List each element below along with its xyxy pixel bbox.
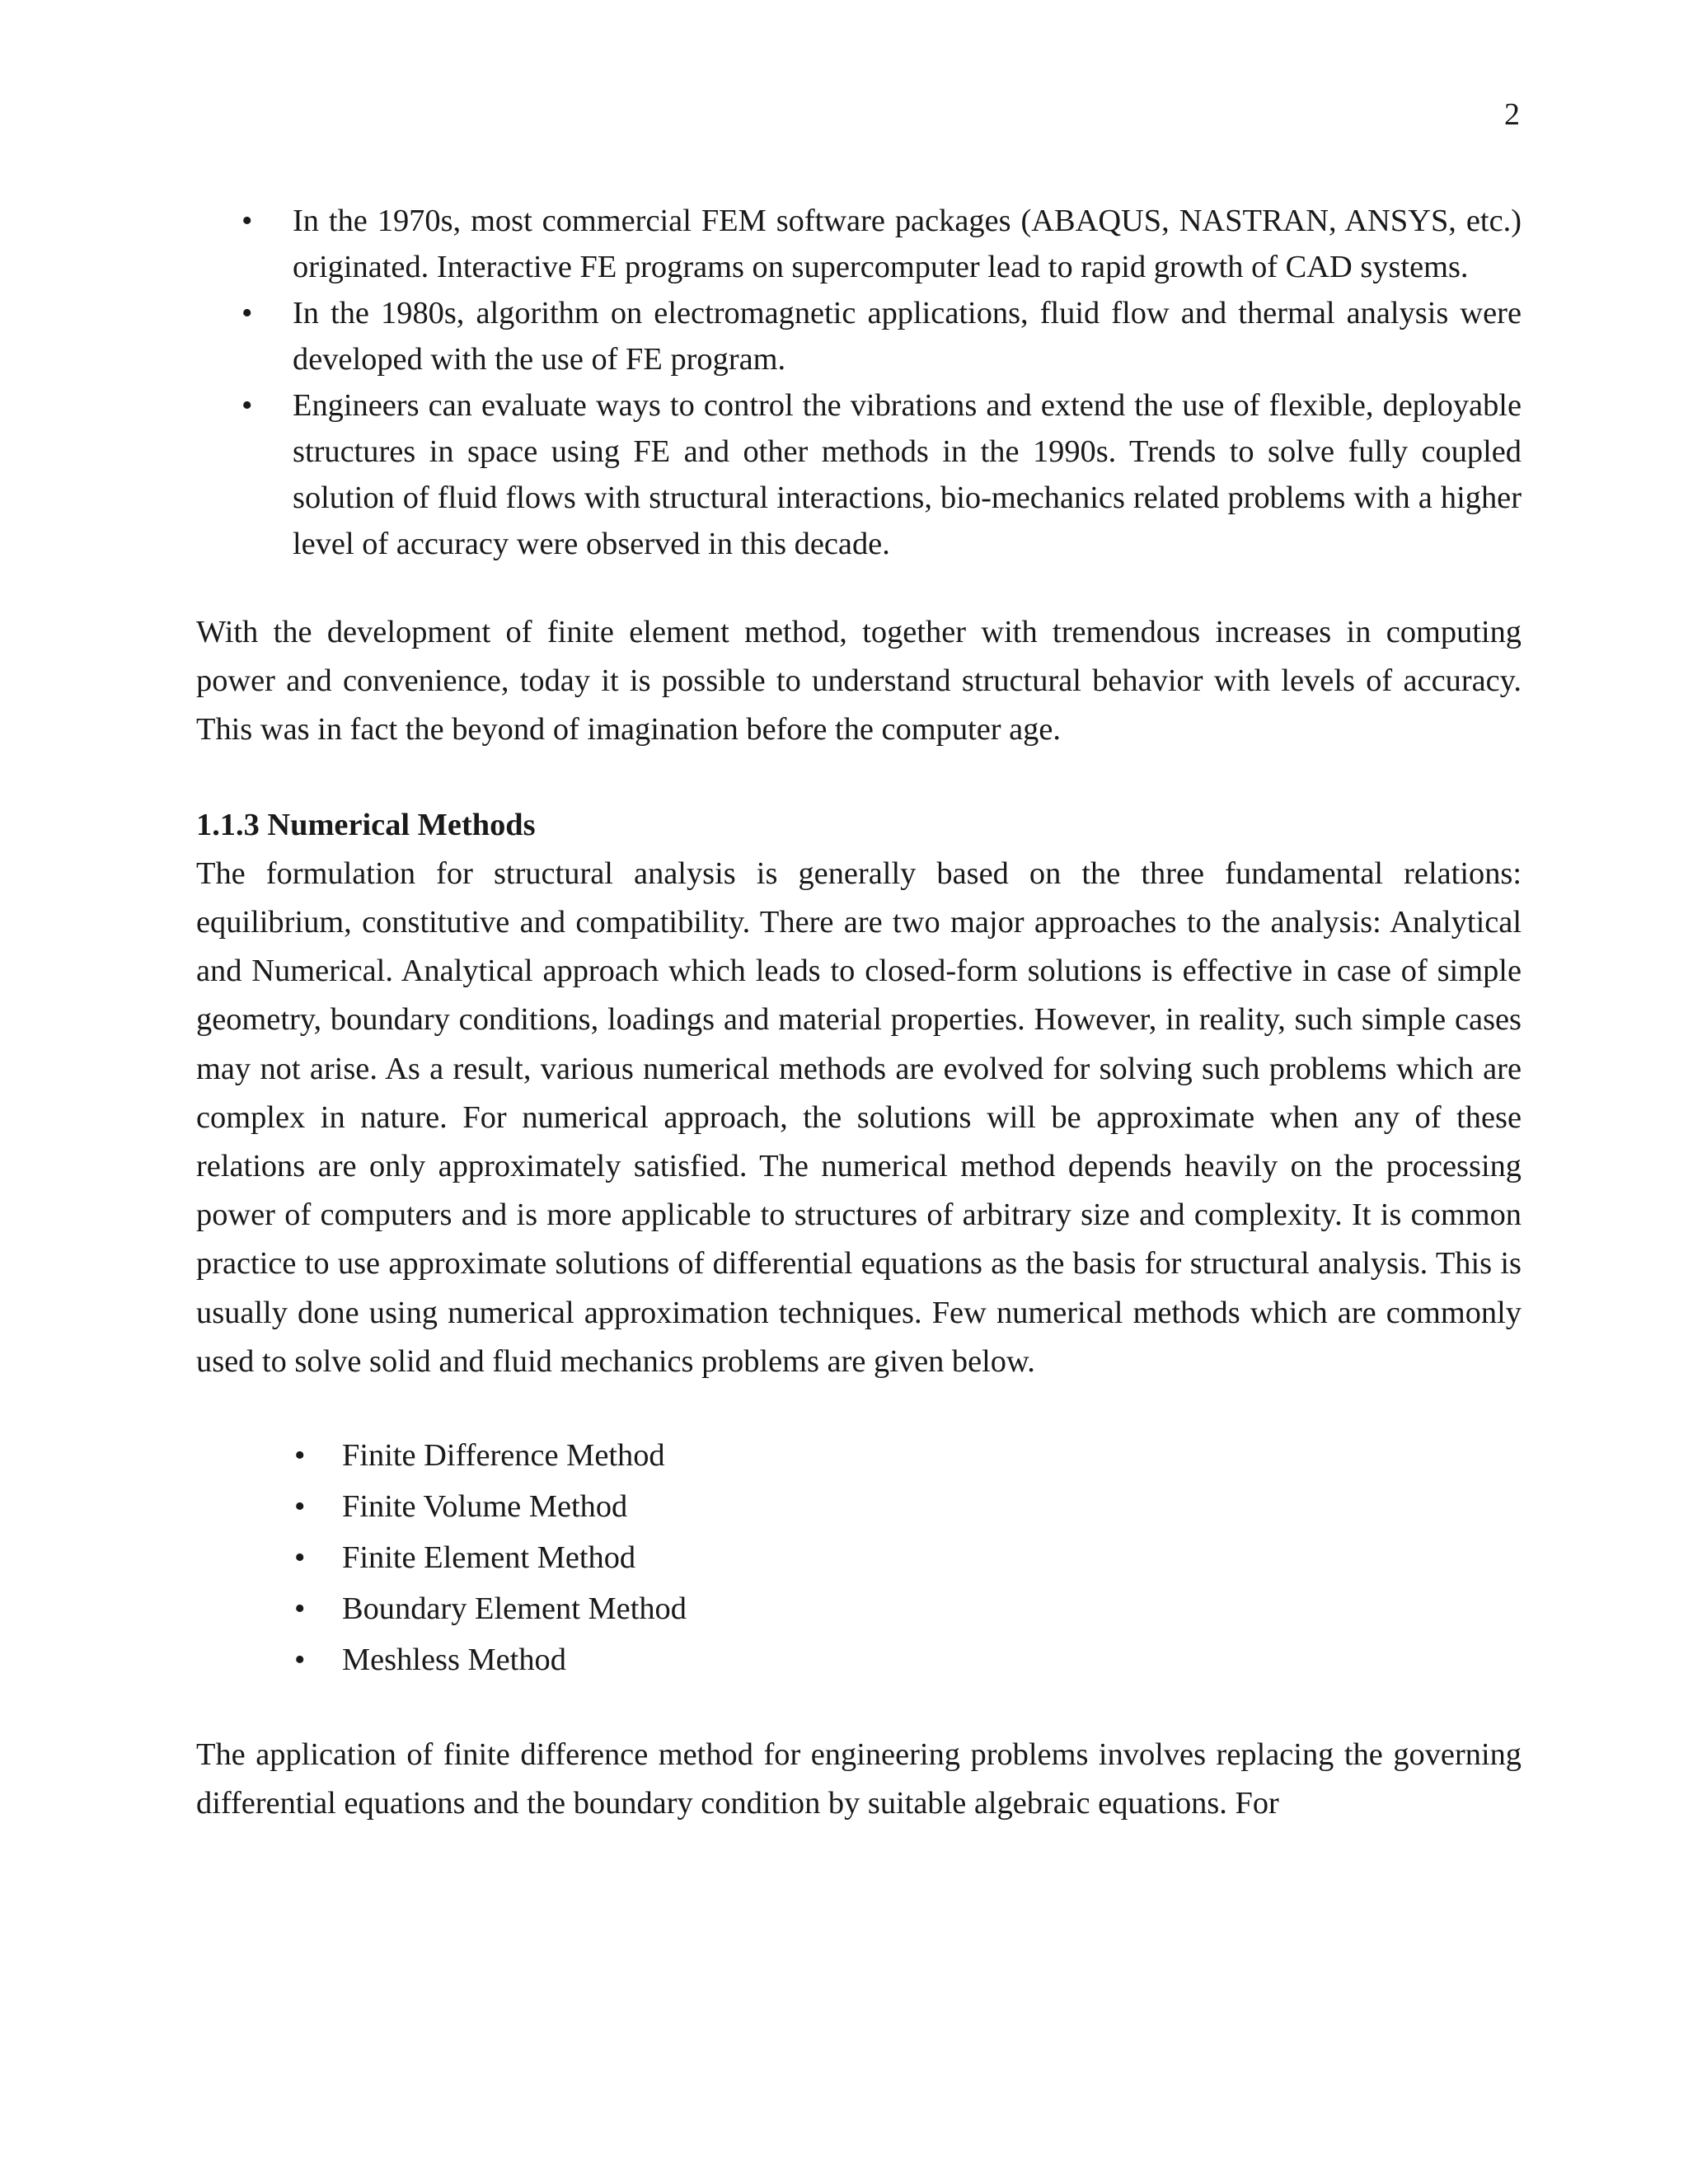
bullet-1990s: • Engineers can evaluate ways to control the vibrations and extend the use of flexible, deployable structures in space using FE and other methods in the 1990s. Trends to solve fully coupled solution of fluid flows with structural interactions, bio-mechanics related problems with a higher level of accuracy were observed in this decade. [293, 382, 1522, 567]
development-paragraph: With the development of finite element method, together with tremendous increases in computing power and convenience, today it is possible to understand structural behavior with levels of accuracy. This was in fact the beyond of imagination before the computer age. [196, 615, 1522, 748]
list-item: • Meshless Method [342, 1634, 1522, 1685]
list-item: • Finite Element Method [342, 1532, 1522, 1583]
bullet-1980s: • In the 1980s, algorithm on electromagnetic applications, fluid flow and thermal analysis were developed with the use of FE program. [293, 290, 1522, 382]
list-item: • Boundary Element Method [342, 1583, 1522, 1634]
numerical-methods-paragraph: The formulation for structural analysis is generally based on the three fundamental relations: equilibrium, constitutive and compatibility. There are two major approaches to the analysis: Analytical and Numerical. Analytical approach which leads to closed-form solutions is effective in case of simple geometry, boundary conditions, loadings and material properties. However, in reality, such simple cases may not arise. As a result, various numerical methods are evolved for solving such problems which are complex in nature. For numerical approach, the solutions will be approximate when any of these relations are only approximately satisfied. The numerical method depends heavily on the processing power of computers and is more applicable to structures of arbitrary size and complexity. It is common practice to use approximate solutions of differential equations as the basis for structural analysis. This is usually done using numerical approximation techniques. Few numerical methods which are commonly used to solve solid and fluid mechanics problems are given below. [196, 855, 1522, 1379]
page-content [196, 198, 1522, 1828]
list-item: • Finite Difference Method [342, 1430, 1522, 1481]
finite-difference-paragraph: The application of finite difference method for engineering problems involves replacing the governing differential equations and the boundary condition by suitable algebraic equations. For [196, 1737, 1522, 1821]
page-number: 2 [1504, 97, 1520, 132]
bullet-1970s: • In the 1970s, most commercial FEM software packages (ABAQUS, NASTRAN, ANSYS, etc.) originated. Interactive FE programs on supercomputer lead to rapid growth of CAD systems. [293, 198, 1522, 290]
section-heading: 1.1.3 Numerical Methods [196, 807, 536, 842]
list-item: • Finite Volume Method [342, 1481, 1522, 1532]
methods-list [196, 1430, 1522, 1685]
history-bullet-list [196, 198, 1522, 567]
